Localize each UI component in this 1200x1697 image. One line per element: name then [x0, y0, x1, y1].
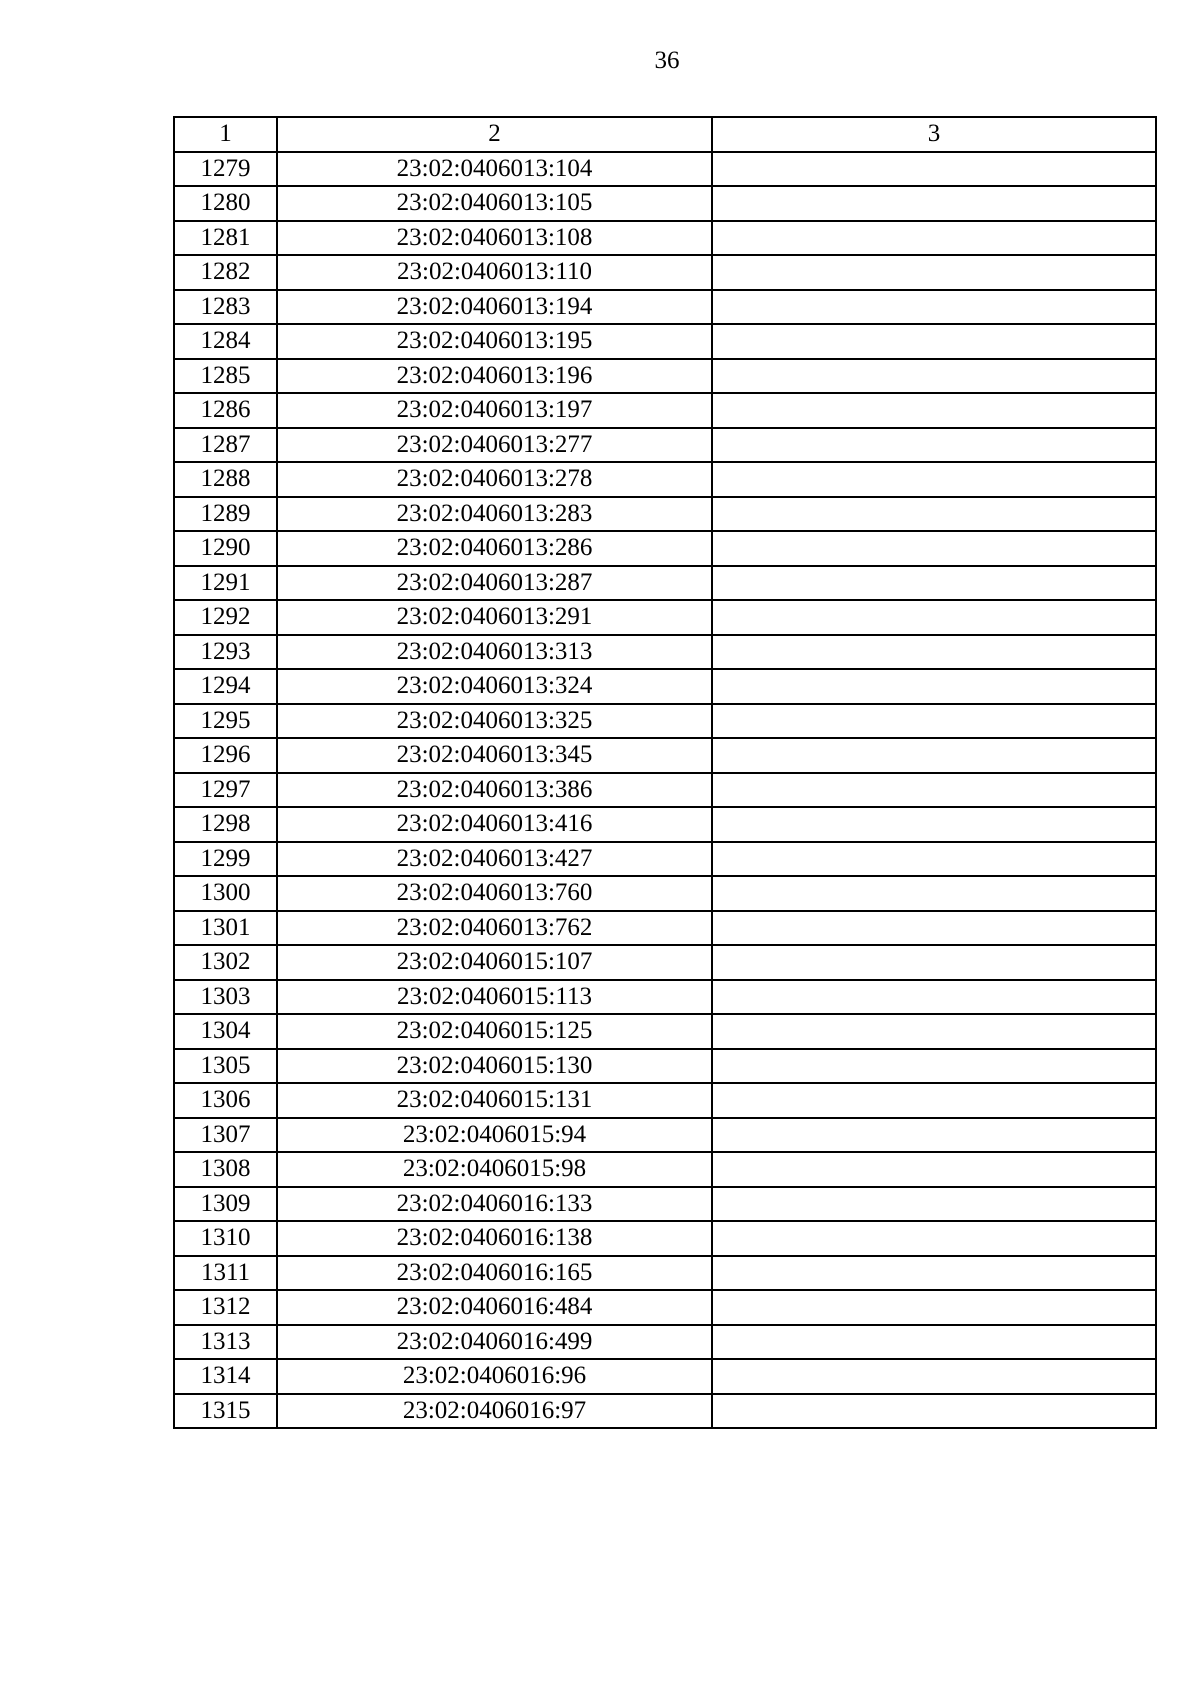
note-cell: [712, 773, 1156, 808]
table-body: [174, 117, 1156, 1428]
table-row: [174, 1221, 1156, 1256]
cadastral-number-cell: 23:02:0406013:105: [277, 186, 712, 221]
note-cell: [712, 1118, 1156, 1153]
cadastral-number-cell: 23:02:0406015:107: [277, 945, 712, 980]
cadastral-number-cell: 23:02:0406013:287: [277, 566, 712, 601]
cadastral-number-cell: 23:02:0406015:125: [277, 1014, 712, 1049]
cadastral-number-cell: 23:02:0406013:195: [277, 324, 712, 359]
row-number-cell: 1293: [174, 635, 277, 670]
note-cell: [712, 945, 1156, 980]
table-row: [174, 807, 1156, 842]
row-number-cell: 1314: [174, 1359, 277, 1394]
row-number-cell: 1302: [174, 945, 277, 980]
table-row: [174, 1290, 1156, 1325]
note-cell: [712, 1014, 1156, 1049]
row-number-cell: 1305: [174, 1049, 277, 1084]
cadastral-number-cell: 23:02:0406013:108: [277, 221, 712, 256]
table-row: [174, 152, 1156, 187]
cadastral-number-cell: 23:02:0406013:110: [277, 255, 712, 290]
table-row: [174, 876, 1156, 911]
cadastral-number-cell: 23:02:0406013:416: [277, 807, 712, 842]
note-cell: [712, 1394, 1156, 1429]
note-cell: [712, 669, 1156, 704]
row-number-cell: 1285: [174, 359, 277, 394]
cadastral-number-cell: 23:02:0406013:194: [277, 290, 712, 325]
cadastral-number-cell: 23:02:0406015:94: [277, 1118, 712, 1153]
table-row: [174, 635, 1156, 670]
row-number-cell: 1287: [174, 428, 277, 463]
table-row: [174, 255, 1156, 290]
table-row: [174, 221, 1156, 256]
cadastral-table: [173, 116, 1157, 1429]
note-cell: [712, 290, 1156, 325]
row-number-cell: 1289: [174, 497, 277, 532]
cadastral-number-cell: 23:02:0406013:762: [277, 911, 712, 946]
cadastral-number-cell: 23:02:0406016:133: [277, 1187, 712, 1222]
note-cell: [712, 842, 1156, 877]
row-number-cell: 1298: [174, 807, 277, 842]
note-cell: [712, 186, 1156, 221]
cadastral-number-cell: 23:02:0406013:386: [277, 773, 712, 808]
note-cell: [712, 324, 1156, 359]
note-cell: [712, 876, 1156, 911]
cadastral-number-cell: 23:02:0406013:324: [277, 669, 712, 704]
cadastral-number-cell: 23:02:0406016:97: [277, 1394, 712, 1429]
row-number-cell: 1279: [174, 152, 277, 187]
cadastral-number-cell: 23:02:0406013:286: [277, 531, 712, 566]
table-row: [174, 359, 1156, 394]
table-row: [174, 290, 1156, 325]
note-cell: [712, 221, 1156, 256]
row-number-cell: 1307: [174, 1118, 277, 1153]
note-cell: [712, 152, 1156, 187]
cadastral-number-cell: 23:02:0406013:345: [277, 738, 712, 773]
note-cell: [712, 635, 1156, 670]
row-number-cell: 1283: [174, 290, 277, 325]
table-row: [174, 1152, 1156, 1187]
table-row: [174, 1049, 1156, 1084]
cadastral-number-cell: 23:02:0406015:130: [277, 1049, 712, 1084]
row-number-cell: 1294: [174, 669, 277, 704]
row-number-cell: 1280: [174, 186, 277, 221]
row-number-cell: 1291: [174, 566, 277, 601]
row-number-cell: 1286: [174, 393, 277, 428]
note-cell: [712, 980, 1156, 1015]
note-cell: [712, 462, 1156, 497]
table-row: [174, 600, 1156, 635]
table-row: [174, 980, 1156, 1015]
note-cell: [712, 911, 1156, 946]
note-cell: [712, 1221, 1156, 1256]
table-row: [174, 1187, 1156, 1222]
note-cell: [712, 1359, 1156, 1394]
table-row: [174, 773, 1156, 808]
note-cell: [712, 255, 1156, 290]
row-number-cell: 1312: [174, 1290, 277, 1325]
row-number-cell: 1308: [174, 1152, 277, 1187]
cadastral-number-cell: 23:02:0406013:283: [277, 497, 712, 532]
cadastral-number-cell: 23:02:0406013:277: [277, 428, 712, 463]
row-number-cell: 1309: [174, 1187, 277, 1222]
cadastral-number-cell: 23:02:0406013:104: [277, 152, 712, 187]
note-cell: [712, 1290, 1156, 1325]
note-cell: [712, 738, 1156, 773]
table-row: [174, 945, 1156, 980]
row-number-cell: 1281: [174, 221, 277, 256]
table-row: [174, 462, 1156, 497]
cadastral-number-cell: 23:02:0406015:98: [277, 1152, 712, 1187]
cadastral-number-cell: 23:02:0406013:197: [277, 393, 712, 428]
table-row: [174, 1014, 1156, 1049]
note-cell: [712, 566, 1156, 601]
cadastral-number-cell: 23:02:0406013:313: [277, 635, 712, 670]
row-number-cell: 1300: [174, 876, 277, 911]
note-cell: [712, 393, 1156, 428]
row-number-cell: 1303: [174, 980, 277, 1015]
row-number-cell: 1295: [174, 704, 277, 739]
note-cell: [712, 1325, 1156, 1360]
table-row: [174, 186, 1156, 221]
cadastral-number-cell: 23:02:0406015:131: [277, 1083, 712, 1118]
note-cell: [712, 1049, 1156, 1084]
note-cell: [712, 1152, 1156, 1187]
cadastral-number-cell: 23:02:0406013:196: [277, 359, 712, 394]
table-row: [174, 1083, 1156, 1118]
row-number-cell: 1282: [174, 255, 277, 290]
row-number-cell: 1315: [174, 1394, 277, 1429]
row-number-cell: 1310: [174, 1221, 277, 1256]
header-cell-1: 1: [174, 117, 277, 152]
note-cell: [712, 428, 1156, 463]
cadastral-number-cell: 23:02:0406016:165: [277, 1256, 712, 1291]
table-row: [174, 911, 1156, 946]
table-row: [174, 566, 1156, 601]
table-row: [174, 738, 1156, 773]
table-row: [174, 428, 1156, 463]
row-number-cell: 1292: [174, 600, 277, 635]
table-row: [174, 704, 1156, 739]
table-row: [174, 497, 1156, 532]
row-number-cell: 1313: [174, 1325, 277, 1360]
table-header-row: [174, 117, 1156, 152]
row-number-cell: 1290: [174, 531, 277, 566]
row-number-cell: 1301: [174, 911, 277, 946]
row-number-cell: 1297: [174, 773, 277, 808]
table-row: [174, 669, 1156, 704]
cadastral-number-cell: 23:02:0406016:484: [277, 1290, 712, 1325]
row-number-cell: 1306: [174, 1083, 277, 1118]
table-row: [174, 1394, 1156, 1429]
note-cell: [712, 1187, 1156, 1222]
table-row: [174, 1359, 1156, 1394]
note-cell: [712, 531, 1156, 566]
cadastral-number-cell: 23:02:0406013:325: [277, 704, 712, 739]
cadastral-number-cell: 23:02:0406016:138: [277, 1221, 712, 1256]
cadastral-number-cell: 23:02:0406013:427: [277, 842, 712, 877]
cadastral-number-cell: 23:02:0406016:499: [277, 1325, 712, 1360]
header-cell-2: 2: [277, 117, 712, 152]
note-cell: [712, 359, 1156, 394]
cadastral-number-cell: 23:02:0406013:278: [277, 462, 712, 497]
table-row: [174, 1256, 1156, 1291]
cadastral-number-cell: 23:02:0406015:113: [277, 980, 712, 1015]
row-number-cell: 1304: [174, 1014, 277, 1049]
row-number-cell: 1299: [174, 842, 277, 877]
note-cell: [712, 704, 1156, 739]
table-row: [174, 1325, 1156, 1360]
cadastral-number-cell: 23:02:0406013:760: [277, 876, 712, 911]
note-cell: [712, 600, 1156, 635]
note-cell: [712, 1256, 1156, 1291]
table-row: [174, 842, 1156, 877]
row-number-cell: 1284: [174, 324, 277, 359]
row-number-cell: 1311: [174, 1256, 277, 1291]
note-cell: [712, 497, 1156, 532]
row-number-cell: 1288: [174, 462, 277, 497]
table-row: [174, 324, 1156, 359]
table-row: [174, 1118, 1156, 1153]
page-number: 36: [654, 47, 680, 74]
cadastral-number-cell: 23:02:0406013:291: [277, 600, 712, 635]
note-cell: [712, 1083, 1156, 1118]
cadastral-number-cell: 23:02:0406016:96: [277, 1359, 712, 1394]
header-cell-3: 3: [712, 117, 1156, 152]
table-row: [174, 531, 1156, 566]
note-cell: [712, 807, 1156, 842]
table-row: [174, 393, 1156, 428]
row-number-cell: 1296: [174, 738, 277, 773]
